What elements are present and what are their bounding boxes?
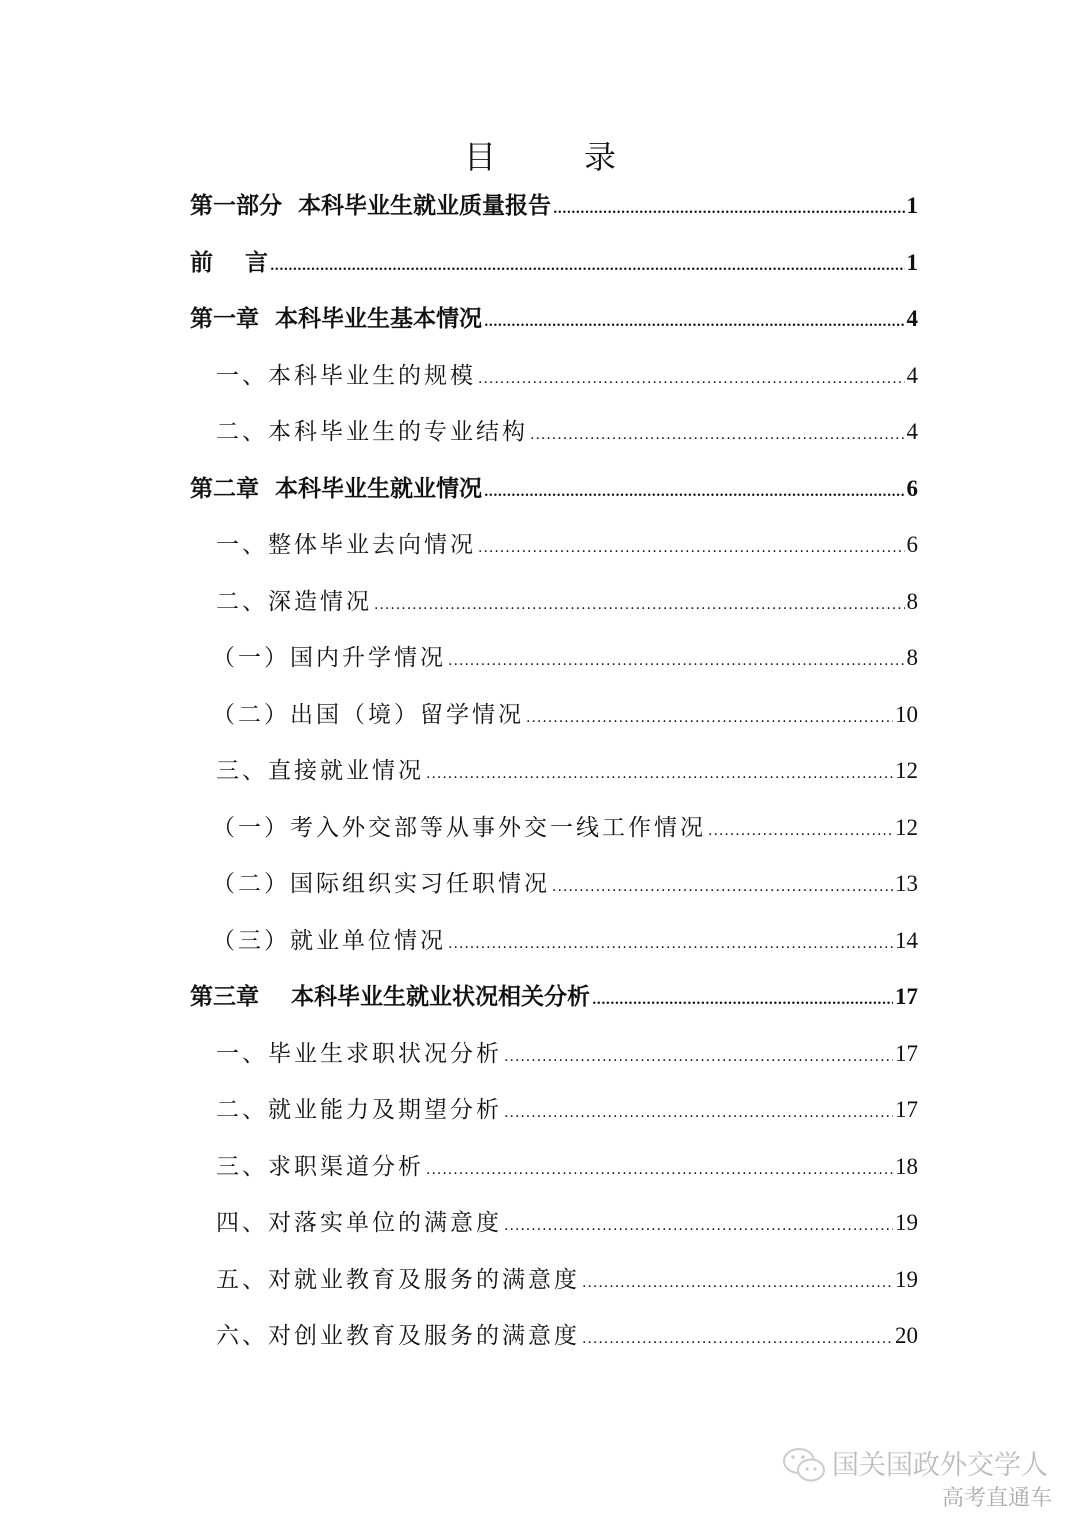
dot-leader xyxy=(478,351,905,408)
dot-leader xyxy=(582,1255,893,1312)
toc-entry-page: 18 xyxy=(895,1153,918,1179)
dot-leader xyxy=(708,803,893,860)
toc-entry[interactable] xyxy=(190,178,918,235)
toc-entry-page: 20 xyxy=(895,1323,918,1348)
toc-entry-page: 19 xyxy=(895,1210,918,1235)
toc-entry-page: 10 xyxy=(895,701,918,727)
toc-entry-page: 4 xyxy=(906,362,918,388)
toc-entry-title: （二）国际组织实习任职情况 xyxy=(212,871,550,897)
toc-entry-page: 1 xyxy=(906,249,918,275)
dot-leader xyxy=(592,973,893,1030)
toc-entry-title: 第二章 本科毕业生就业情况 xyxy=(190,474,483,502)
toc-entry-page: 4 xyxy=(906,306,918,331)
toc-entry-page: 14 xyxy=(895,927,918,953)
toc-entry-title: 三、求职渠道分析 xyxy=(216,1153,424,1180)
toc-entry-page: 17 xyxy=(895,1097,918,1122)
toc-entry-title: 一、整体毕业去向情况 xyxy=(216,532,476,558)
toc-entry-page: 17 xyxy=(895,984,918,1009)
toc-entry-title: （一）考入外交部等从事外交一线工作情况 xyxy=(212,814,706,841)
toc-entry-title: 二、本科毕业生的专业结构 xyxy=(216,419,528,445)
dot-leader xyxy=(484,465,904,522)
dot-leader xyxy=(448,633,905,690)
toc-entry[interactable] xyxy=(190,574,918,631)
toc-entry-title: （一）国内升学情况 xyxy=(212,645,446,671)
toc-entry[interactable] xyxy=(190,687,918,744)
toc-entry[interactable] xyxy=(190,913,918,970)
toc-entry-title: 六、对创业教育及服务的满意度 xyxy=(216,1323,580,1349)
dot-leader xyxy=(478,520,905,577)
toc-entry[interactable] xyxy=(190,630,918,687)
dot-leader xyxy=(426,1142,893,1199)
toc-entry-page: 17 xyxy=(895,1040,918,1066)
watermark xyxy=(782,1446,1048,1486)
toc-entry-page: 19 xyxy=(895,1266,918,1292)
toc-entry-page: 4 xyxy=(906,419,918,444)
toc-entry[interactable] xyxy=(190,1195,918,1252)
watermark-account: 国关国政外交学人 xyxy=(832,1450,1048,1481)
toc-entry-title: 一、毕业生求职状况分析 xyxy=(216,1040,502,1067)
toc-entry-title: 三、直接就业情况 xyxy=(216,758,424,784)
page-title: 目 录 xyxy=(463,138,644,176)
toc-entry-title: 第三章 本科毕业生就业状况相关分析 xyxy=(190,983,591,1010)
toc-entry[interactable] xyxy=(190,461,918,518)
toc-entry-title: 第一部分 本科毕业生就业质量报告 xyxy=(190,192,552,219)
toc-entry-title: 四、对落实单位的满意度 xyxy=(216,1210,502,1236)
toc-entry[interactable] xyxy=(190,969,918,1026)
toc-entry[interactable] xyxy=(190,800,918,857)
toc-entry[interactable] xyxy=(190,743,918,800)
toc-entry-page: 12 xyxy=(895,758,918,783)
toc-entry[interactable] xyxy=(190,348,918,405)
wechat-icon xyxy=(782,1446,828,1486)
toc-entry-title: （三）就业单位情况 xyxy=(212,927,446,954)
dot-leader xyxy=(582,1311,893,1368)
dot-leader xyxy=(552,859,893,916)
dot-leader xyxy=(504,1029,893,1086)
toc-entry-page: 13 xyxy=(895,871,918,896)
toc-entry-title: 一、本科毕业生的规模 xyxy=(216,362,476,389)
toc-entry[interactable] xyxy=(190,291,918,348)
toc-entry[interactable] xyxy=(190,1252,918,1309)
toc-entry-title: 二、深造情况 xyxy=(216,588,372,615)
toc-entry[interactable] xyxy=(190,517,918,574)
toc-entry-page: 6 xyxy=(906,475,918,501)
toc-entry-page: 8 xyxy=(906,645,918,670)
toc-entry[interactable] xyxy=(190,1026,918,1083)
dot-leader xyxy=(530,407,905,464)
dot-leader xyxy=(526,690,893,747)
toc-entry-title: 五、对就业教育及服务的满意度 xyxy=(216,1266,580,1293)
dot-leader xyxy=(270,239,904,296)
dot-leader xyxy=(504,1085,893,1142)
toc-entry-title: 第一章 本科毕业生基本情况 xyxy=(190,305,483,332)
toc-entry[interactable] xyxy=(190,404,918,461)
dot-leader xyxy=(374,577,905,634)
dot-leader xyxy=(484,295,904,352)
toc-entry-title: （二）出国（境）留学情况 xyxy=(212,701,524,728)
toc-entry[interactable] xyxy=(190,235,918,292)
toc-entry-page: 12 xyxy=(895,814,918,840)
toc-entry-title: 前 言 xyxy=(190,248,269,276)
toc-entry[interactable] xyxy=(190,856,918,913)
toc-entry[interactable] xyxy=(190,1082,918,1139)
watermark-source: 高考直通车 xyxy=(942,1486,1053,1511)
dot-leader xyxy=(553,182,904,239)
dot-leader xyxy=(504,1198,893,1255)
toc-entry-page: 1 xyxy=(906,193,918,218)
dot-leader xyxy=(448,916,893,973)
toc-entry[interactable] xyxy=(190,1139,918,1196)
toc-entry[interactable] xyxy=(190,1308,918,1365)
toc-entry-page: 6 xyxy=(906,532,918,557)
toc-entry-title: 二、就业能力及期望分析 xyxy=(216,1097,502,1123)
toc-entry-page: 8 xyxy=(906,588,918,614)
table-of-contents xyxy=(190,178,918,1365)
dot-leader xyxy=(426,746,893,803)
